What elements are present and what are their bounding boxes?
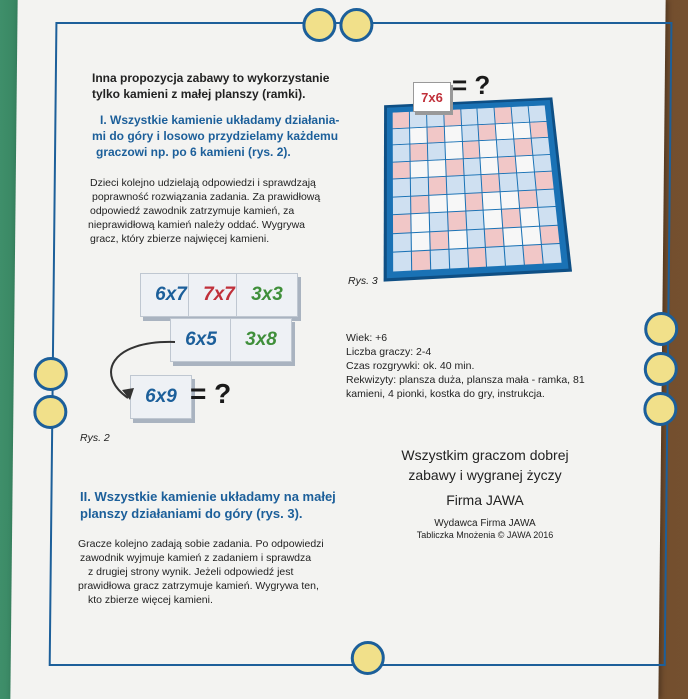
board-cell [533,155,551,172]
board-cell [446,159,463,176]
frame-circle [351,641,385,675]
board-cell [495,107,512,123]
board-cell [429,195,447,213]
section1-heading: graczowi np. po 6 kamieni (rys. 2). [96,145,291,159]
board-cell [483,192,501,210]
board-cell [468,248,487,267]
frame-circle [643,392,677,426]
board-cell [530,121,548,137]
section1-body: gracz, który zbierze najwięcej kamieni. [90,233,270,245]
board-cell [393,252,411,271]
board-cell [529,105,547,121]
section2-heading: II. Wszystkie kamienie układamy na małej [80,489,336,504]
board-cell [505,246,524,265]
board-cell [447,194,465,212]
stone-tile: 6x5 [170,318,232,362]
board-cell [513,122,531,138]
board-cell [498,156,516,173]
info-players: Liczba graczy: 2-4 [346,346,432,358]
publisher: Wydawca Firma JAWA [434,518,536,529]
board-cell [524,245,543,264]
board-cell [427,110,444,126]
board-cell [522,227,541,246]
copyright: Tabliczka Mnożenia © JAWA 2016 [416,530,554,540]
board-cell [485,228,504,247]
board-cell [504,228,523,247]
board-cell [540,226,559,245]
section1-body: nieprawidłową kamień należy oddać. Wygrywa [88,219,306,231]
stone-tile: 7x7 [188,273,250,317]
board-cell [484,210,502,228]
board-cell [393,233,411,252]
board-cell [449,249,467,268]
figure2-caption: Rys. 2 [80,432,110,444]
board-cell [537,189,556,207]
board-grid [393,105,562,271]
board-cell [535,172,553,189]
curved-arrow-icon [90,320,190,410]
board-cell [446,176,464,194]
board-cell [539,207,558,225]
board-cell [393,197,410,215]
equals-question: = ? [190,378,232,409]
section2-body: Gracze kolejno zadają sobie zadania. Po odpowiedzi [78,538,324,550]
board-cell [542,244,561,263]
stone-tile: 6x9 [130,375,192,419]
firm-name: Firma JAWA [446,492,524,508]
board-cell [428,160,445,177]
board-cell [486,247,505,266]
board-cell [411,214,429,232]
board-cell [481,157,499,174]
board-cell [501,191,519,209]
info-age: Wiek: +6 [346,332,388,344]
board-cell [429,177,446,195]
equals-question: = ? [452,70,491,100]
section1-body: odpowiedź zawodnik zatrzymuje kamień, za [90,205,295,217]
section1-body: Dzieci kolejno udzielają odpowiedzi i sprawdzają [90,177,316,189]
board-cell [512,106,529,122]
board-cell [428,143,445,160]
board-cell [479,124,496,140]
section2-body: z drugiej strony wynik. Jeżeli odpowiedź jest [88,566,294,578]
board-cell [412,251,430,270]
board-cell [393,145,410,162]
frame-circle [34,357,68,391]
board-cell [497,140,515,157]
board-cell [532,138,550,155]
board-cell [464,175,482,193]
section2-body: kto zbierze więcej kamieni. [88,594,213,606]
board-cell [466,211,484,229]
board-cell [410,127,427,143]
stone-tile: 6x7 [140,273,202,317]
board-cell [500,174,518,191]
stone-tile: 3x3 [236,273,298,317]
board-cell [445,142,462,159]
board-cell [444,126,461,142]
section2-heading: planszy działaniami do góry (rys. 3). [80,506,303,521]
board-cell [448,230,466,249]
board-cell [478,108,495,124]
question-tile: 7x6 [413,82,451,112]
intro-line: tylko kamieni z małej planszy (ramki). [92,87,306,101]
board-cell [519,190,538,208]
board-cell [410,111,426,127]
board-cell [502,209,521,227]
board-cell [517,173,535,190]
intro-line: Inna propozycja zabawy to wykorzystanie [92,71,330,85]
frame-circle [644,352,678,386]
frame-circle [644,312,678,346]
frame-circle [33,395,67,429]
board-cell [462,141,479,158]
figure3-caption: Rys. 3 [348,275,378,287]
board-cell [482,174,500,191]
small-board-illustration [384,97,572,281]
section2-body: prawidłowa gracz zatrzymuje kamień. Wygrywa ten, [78,580,319,592]
info-props: Rekwizyty: plansza duża, plansza mała - ramka, 81 [346,374,585,386]
board-cell [410,161,427,178]
board-cell [430,231,448,250]
board-cell [430,250,448,269]
board-cell [496,123,513,139]
frame-circle [302,8,336,42]
board-cell [462,125,479,141]
section1-heading: mi do góry i losowo przydzielamy każdemu [92,129,339,143]
wishes-line: zabawy i wygranej życzy [408,467,562,483]
board-cell [480,140,498,157]
board-cell [467,229,485,248]
section2-body: zawodnik wyjmuje kamień z zadaniem i sprawdza [80,552,312,564]
board-cell [411,196,428,214]
board-cell [516,155,534,172]
board-cell [520,208,539,226]
board-cell [393,179,410,197]
board-cell [393,162,410,179]
board-cell [393,128,410,144]
board-cell [393,215,410,233]
board-cell [393,112,409,128]
board-cell [411,178,428,196]
board-cell [410,144,427,161]
board-cell [515,139,533,156]
frame-circle [339,8,373,42]
section1-heading: I. Wszystkie kamienie układamy działania- [100,113,340,127]
board-cell [448,212,466,230]
board-cell [429,213,447,231]
wishes-line: Wszystkim graczom dobrej [401,447,569,463]
stone-tile: 3x8 [230,318,292,362]
section1-body: poprawność rozwiązania zadania. Za prawidłową [92,191,321,203]
info-props: kamieni, 4 pionki, kostka do gry, instrukcja. [346,388,545,400]
board-cell [427,126,444,142]
board-cell [461,109,478,125]
board-cell [412,232,430,251]
board-cell [463,158,481,175]
info-time: Czas rozgrywki: ok. 40 min. [346,360,475,372]
board-cell [465,193,483,211]
